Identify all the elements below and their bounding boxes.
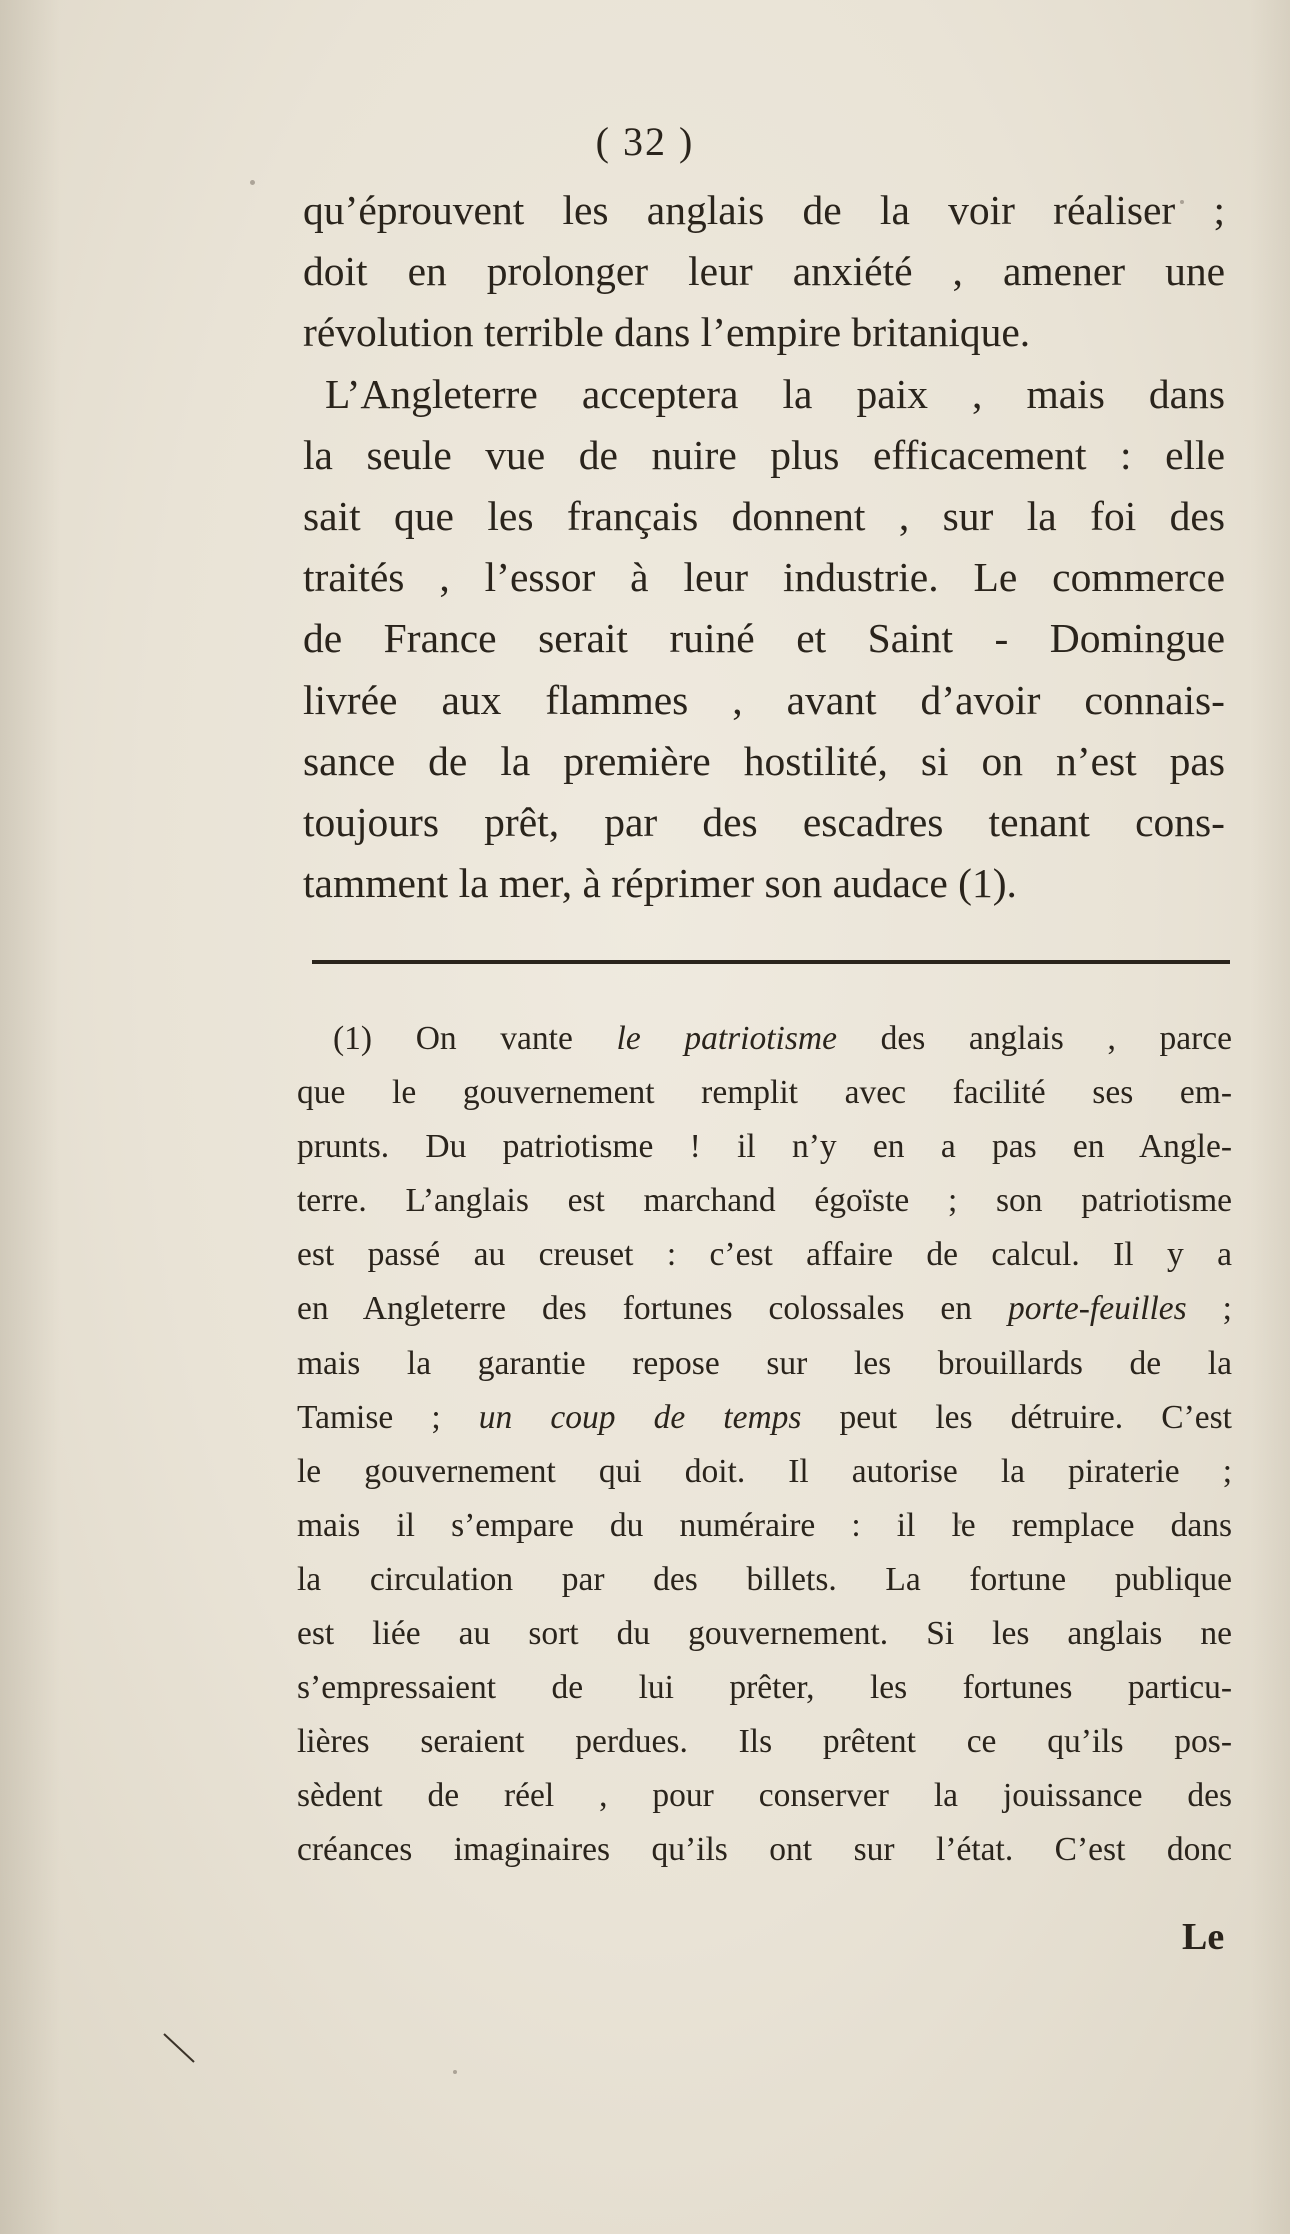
pen-stroke-mark — [160, 2030, 200, 2070]
main-line: révolution terrible dans l’empire britanique. — [303, 309, 1031, 356]
main-line: qu’éprouvent les anglais de la voir réaliser ; — [303, 187, 1225, 233]
footnote-text: Tamise ; — [297, 1398, 479, 1436]
gutter-shadow — [0, 0, 60, 2234]
main-line: L’Angleterre acceptera la paix , mais dans — [325, 370, 1225, 417]
main-line: doit en prolonger leur anxiété , amener une — [303, 248, 1225, 295]
main-line: de France serait ruiné et Saint - Domingue — [303, 615, 1225, 662]
footnote-line: mais la garantie repose sur les brouillards de la — [297, 1344, 1232, 1382]
footnote-text: en Angleterre des fortunes colossales en — [297, 1290, 1009, 1328]
footnote-line: que le gouvernement remplit avec facilité ses em- — [297, 1074, 1232, 1112]
footnote-line: est passé au creuset : c’est affaire de calcul. Il y a — [297, 1236, 1232, 1274]
paper-speck — [1180, 200, 1184, 204]
footnote-line — [297, 1391, 1232, 1445]
footnote-line: mais il s’empare du numéraire : il le remplace dans — [297, 1506, 1232, 1544]
footnote-line: s’empressaient de lui prêter, les fortunes particu- — [297, 1669, 1232, 1707]
footnote-text: (1) On vante — [333, 1020, 617, 1057]
footnote-line: lières seraient perdues. Ils prêtent ce qu’ils pos- — [297, 1723, 1232, 1761]
paper-speck — [250, 180, 255, 185]
footnote-italic: un coup de temps — [478, 1398, 802, 1436]
main-line: sait que les français donnent , sur la foi des — [303, 493, 1225, 540]
footnote-line: la circulation par des billets. La fortune publique — [297, 1560, 1232, 1598]
main-line: traités , l’essor à leur industrie. Le commerce — [303, 554, 1225, 601]
footnote-line — [297, 1282, 1232, 1336]
footnote-line: le gouvernement qui doit. Il autorise la piraterie ; — [297, 1452, 1232, 1490]
footnote-line: est liée au sort du gouvernement. Si les anglais ne — [297, 1615, 1232, 1653]
footnote-rule — [312, 960, 1230, 964]
paper-speck — [453, 2070, 457, 2074]
page-number: ( 32 ) — [595, 119, 695, 164]
footnote-italic: porte-feuilles — [1008, 1290, 1187, 1328]
footnote-line — [297, 1012, 1232, 1066]
paper-speck — [958, 1520, 962, 1524]
main-line: toujours prêt, par des escadres tenant cons- — [303, 799, 1225, 846]
page-edge-shadow — [1250, 0, 1290, 2234]
footnote-line: terre. L’anglais est marchand égoïste ; son patriotisme — [297, 1182, 1232, 1220]
main-line: livrée aux flammes , avant d’avoir connais- — [303, 676, 1225, 723]
footnote-line: prunts. Du patriotisme ! il n’y en a pas en Angle- — [297, 1128, 1232, 1166]
footnote — [297, 1012, 1232, 1878]
catchword: Le — [1182, 1916, 1225, 1958]
footnote-line: créances imaginaires qu’ils ont sur l’état. C’est donc — [297, 1831, 1232, 1869]
footnote-text: ; — [1186, 1290, 1232, 1328]
main-paragraphs — [303, 180, 1225, 914]
footnote-italic: le patriotisme — [616, 1020, 837, 1057]
footnote-text: peut les détruire. C’est — [801, 1398, 1232, 1436]
main-line: sance de la première hostilité, si on n’est pas — [303, 737, 1225, 784]
footnote-line: sèdent de réel , pour conserver la jouissance des — [297, 1777, 1232, 1815]
main-line: la seule vue de nuire plus efficacement : elle — [303, 431, 1225, 478]
main-line: tamment la mer, à réprimer son audace (1). — [303, 860, 1017, 907]
footnote-text: des anglais , parce — [836, 1020, 1233, 1057]
